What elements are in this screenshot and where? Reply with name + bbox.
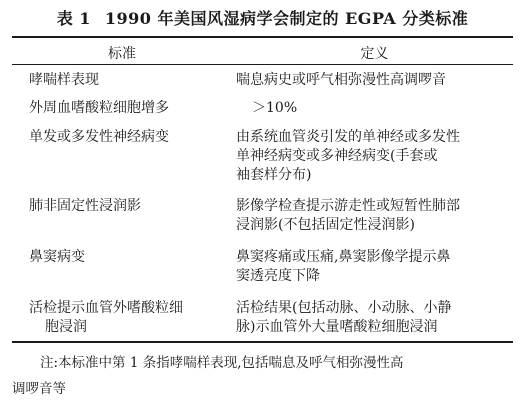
criteria-line: 鼻窦病变: [29, 249, 85, 265]
criteria-line: 肺非固定性浸润影: [29, 198, 141, 214]
definition-line: 袖套样分布): [236, 167, 312, 183]
header-definition: 定义: [360, 46, 389, 62]
criteria-line: 单发或多发性神经病变: [29, 129, 169, 145]
table-title-text: 1990 年美国风湿病学会制定的 EGPA 分类标准: [104, 9, 469, 28]
definition-cell: [236, 128, 513, 185]
header-rule: [12, 64, 513, 65]
definition-line: ＞10%: [252, 100, 298, 116]
criteria-cell: [29, 71, 229, 90]
criteria-cell: [29, 197, 229, 216]
definition-line: 影像学检查提示游走性或短暂性肺部: [236, 198, 460, 214]
criteria-line: 外周血嗜酸粒细胞增多: [29, 100, 169, 116]
table-header: [12, 38, 513, 64]
criteria-cell: [29, 99, 229, 118]
header-criteria: 标准: [108, 46, 136, 62]
definition-cell: [236, 248, 513, 286]
definition-line: 浸润影(不包括固定性浸润影): [236, 217, 415, 233]
table-note: [12, 350, 513, 402]
definition-line: 活检结果(包括动脉、小动脉、小静: [236, 300, 452, 316]
definition-cell: [236, 71, 513, 90]
criteria-line: 哮喘样表现: [29, 72, 99, 88]
criteria-line: 活检提示血管外嗜酸粒细: [29, 300, 183, 316]
definition-line: 鼻窦疼痛或压痛,鼻窦影像学提示鼻: [236, 249, 451, 265]
definition-line: 脉)示血管外大量嗜酸粒细胞浸润: [236, 319, 438, 335]
definition-line: 单神经病变或多神经病变(手套或: [236, 148, 438, 164]
table-title: [0, 6, 525, 29]
note-line: 调啰音等: [12, 381, 66, 397]
note-line: 注:本标准中第 1 条指哮喘样表现,包括喘息及呼气相弥漫性高: [40, 355, 404, 371]
criteria-line: 胞浸润: [45, 319, 87, 335]
table-label: 表 1: [56, 9, 91, 28]
criteria-cell: [29, 248, 229, 267]
criteria-cell: [29, 299, 229, 337]
definition-cell: [236, 197, 513, 235]
definition-cell: [236, 99, 513, 118]
definition-line: 窦透亮度下降: [236, 268, 320, 284]
bottom-rule: [12, 341, 513, 343]
definition-line: 喘息病史或呼气相弥漫性高调啰音: [236, 72, 446, 88]
definition-line: 由系统血管炎引发的单神经或多发性: [236, 129, 460, 145]
criteria-cell: [29, 128, 229, 147]
definition-cell: [236, 299, 513, 337]
